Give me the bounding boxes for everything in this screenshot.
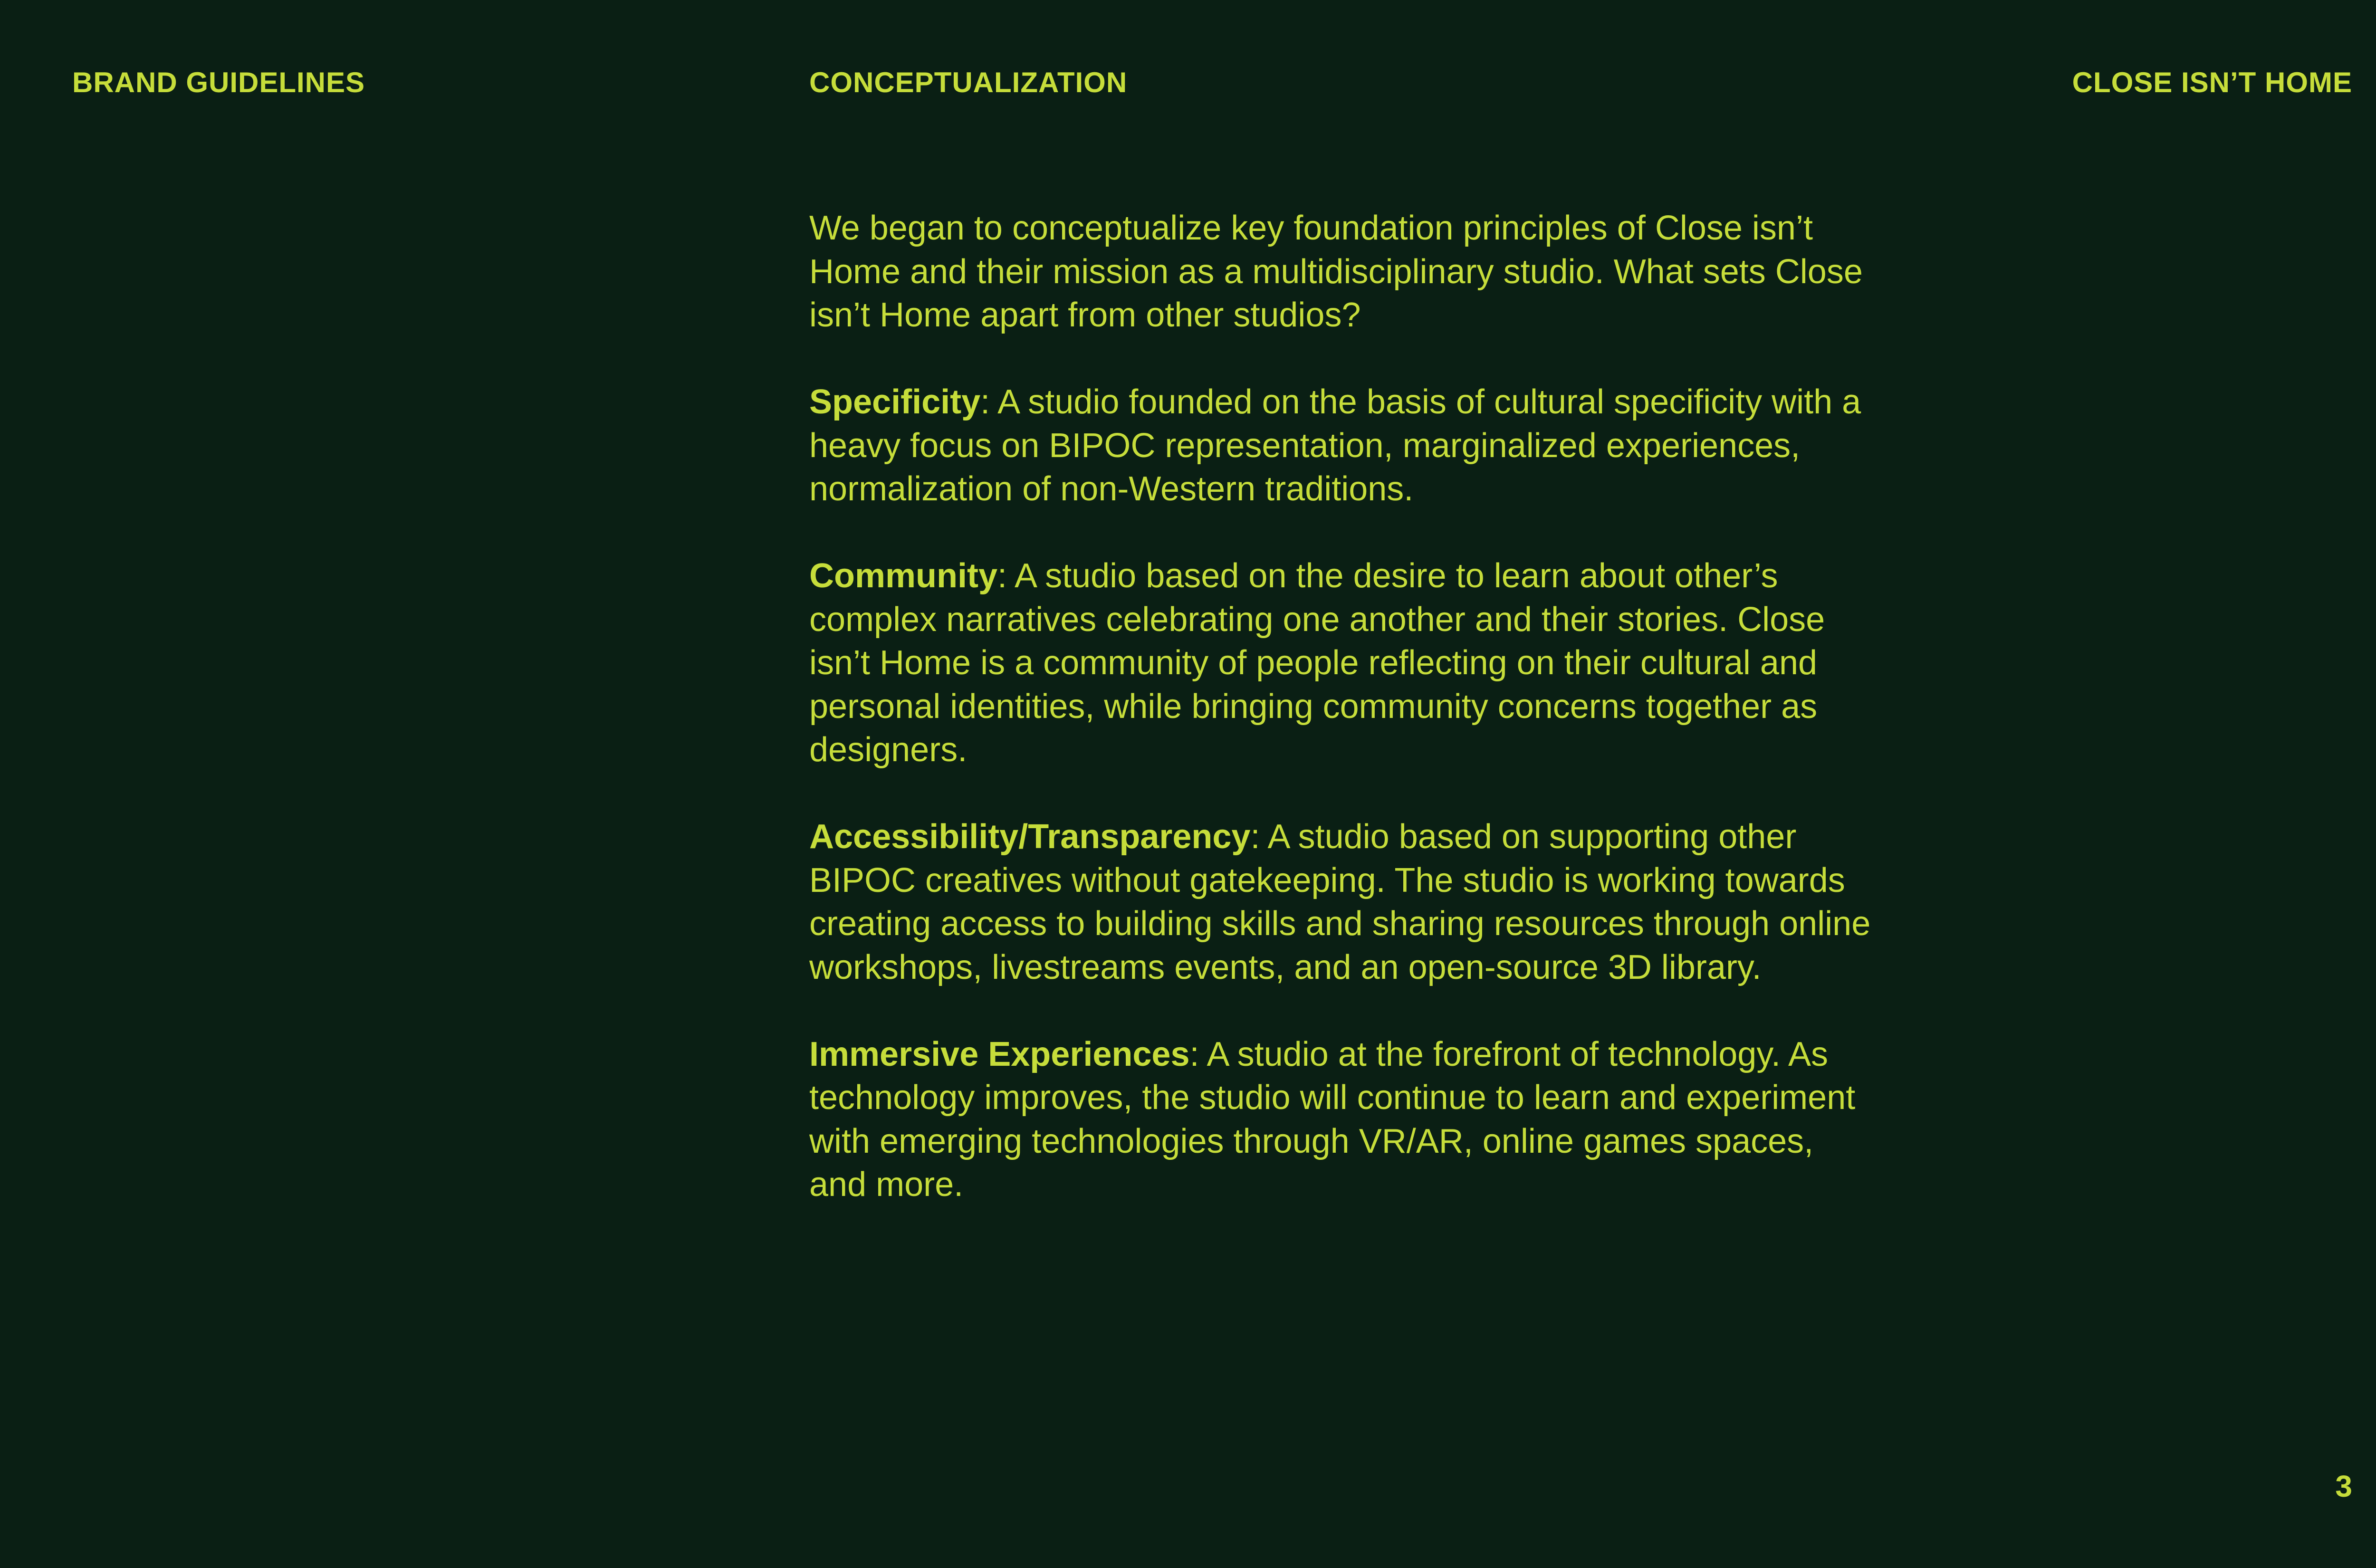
body-text	[809, 207, 1878, 1207]
principle-community	[809, 555, 1878, 772]
principle-immersive	[809, 1033, 1878, 1207]
principle-term: Community	[809, 557, 997, 595]
principle-description: : A studio at the forefront of technology. As technology improves, the studio will continue to learn and experiment with emerging technologies through VR/AR, online games spaces, and more.	[809, 1035, 1856, 1204]
header-section-title: CONCEPTUALIZATION	[809, 67, 1128, 98]
principle-description: : A studio founded on the basis of cultural specificity with a heavy focus on BIPOC representation, marginalized experiences, normalization of non-Western traditions.	[809, 383, 1861, 508]
principle-accessibility	[809, 815, 1878, 989]
header-brand-guidelines: BRAND GUIDELINES	[72, 67, 365, 98]
page-number: 3	[2335, 1469, 2352, 1503]
principle-term: Accessibility/Transparency	[809, 818, 1251, 856]
intro-paragraph: We began to conceptualize key foundation principles of Close isn’t Home and their mission as a multidisciplinary studio. What sets Close isn’t Home apart from other studios?	[809, 209, 1863, 334]
principle-description: : A studio based on the desire to learn about other’s complex narratives celebrating one another and their stories. Close isn’t Home is a community of people reflecting on their cultural and personal identities, while bringing community concerns together as designers.	[809, 557, 1825, 769]
principle-specificity	[809, 381, 1878, 511]
principle-term: Specificity	[809, 383, 981, 421]
principle-term: Immersive Experiences	[809, 1035, 1190, 1073]
principle-description: : A studio based on supporting other BIPOC creatives without gatekeeping. The studio is working towards creating access to building skills and sharing resources through online workshops, livestreams events, and an open-source 3D library.	[809, 818, 1871, 986]
header-brand-name: CLOSE ISN’T HOME	[2072, 67, 2352, 98]
